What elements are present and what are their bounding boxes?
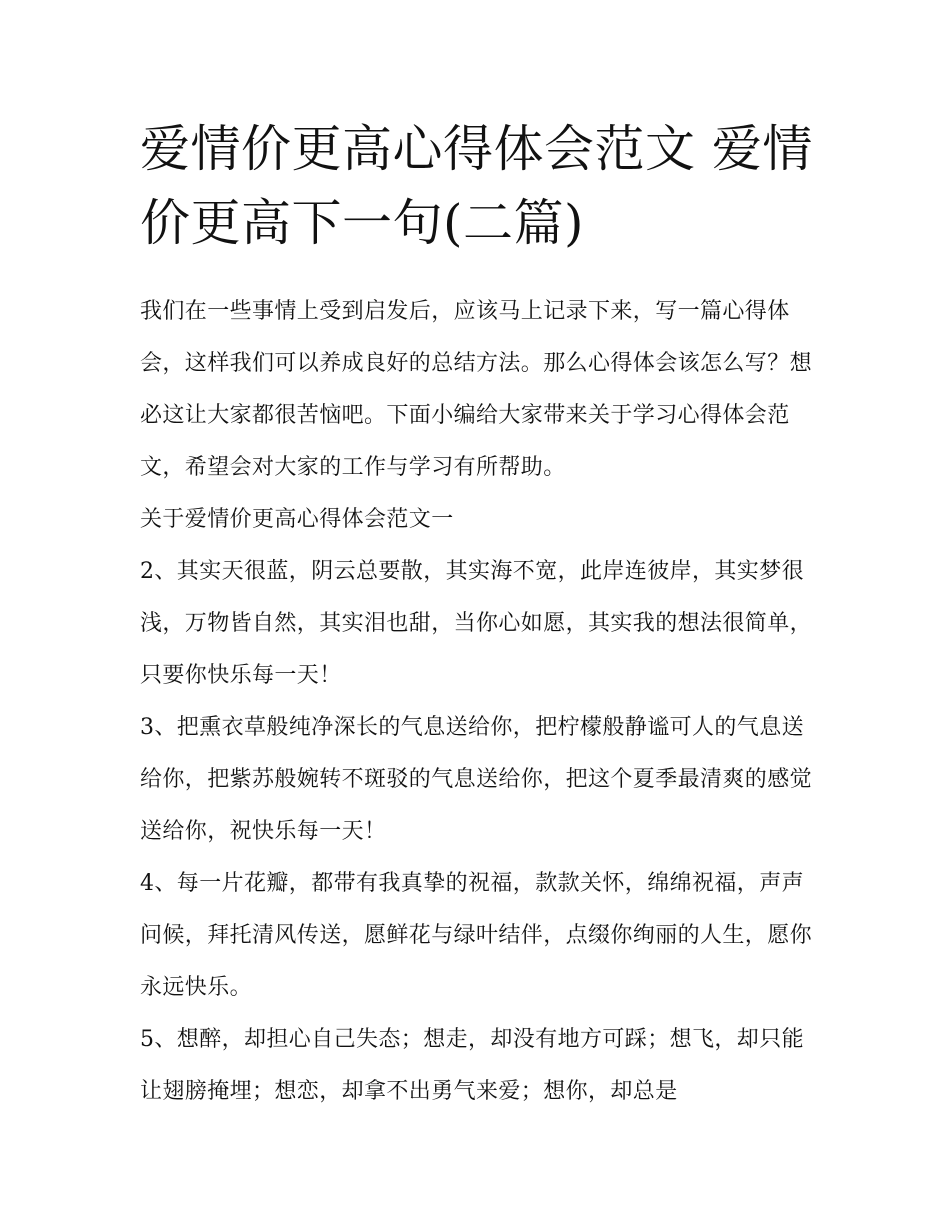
document-body [140, 286, 820, 1118]
paragraph-item-2: 2、其实天很蓝，阴云总要散，其实海不宽，此岸连彼岸，其实梦很浅，万物皆自然，其实泪也甜，当你心如愿，其实我的想法很简单，只要你快乐每一天！ [140, 559, 813, 688]
paragraph-item-5: 5、想醉，却担心自己失态；想走，却没有地方可踩；想飞，却只能让翅膀掩埋；想恋，却拿不出勇气来爱；想你，却总是 [140, 1027, 804, 1104]
paragraph-item-4: 4、每一片花瓣，都带有我真挚的祝福，款款关怀，绵绵祝福，声声问候，拜托清风传送，愿鲜花与绿叶结伴，点缀你绚丽的人生，愿你永远快乐。 [140, 871, 813, 1000]
document-title: 爱情价更高心得体会范文 爱情价更高下一句(二篇) [140, 120, 813, 252]
document-content [140, 112, 820, 1118]
intro-paragraph: 我们在一些事情上受到启发后，应该马上记录下来，写一篇心得体会，这样我们可以养成良好的总结方法。那么心得体会该怎么写？想必这让大家都很苦恼吧。下面小编给大家带来关于学习心得体会范文，希望会对大家的工作与学习有所帮助。 [140, 299, 813, 480]
paragraph-item-3: 3、把熏衣草般纯净深长的气息送给你，把柠檬般静谧可人的气息送给你，把紫苏般婉转不斑驳的气息送给你，把这个夏季最清爽的感觉送给你，祝快乐每一天！ [140, 715, 813, 844]
section-heading: 关于爱情价更高心得体会范文一 [140, 507, 454, 532]
